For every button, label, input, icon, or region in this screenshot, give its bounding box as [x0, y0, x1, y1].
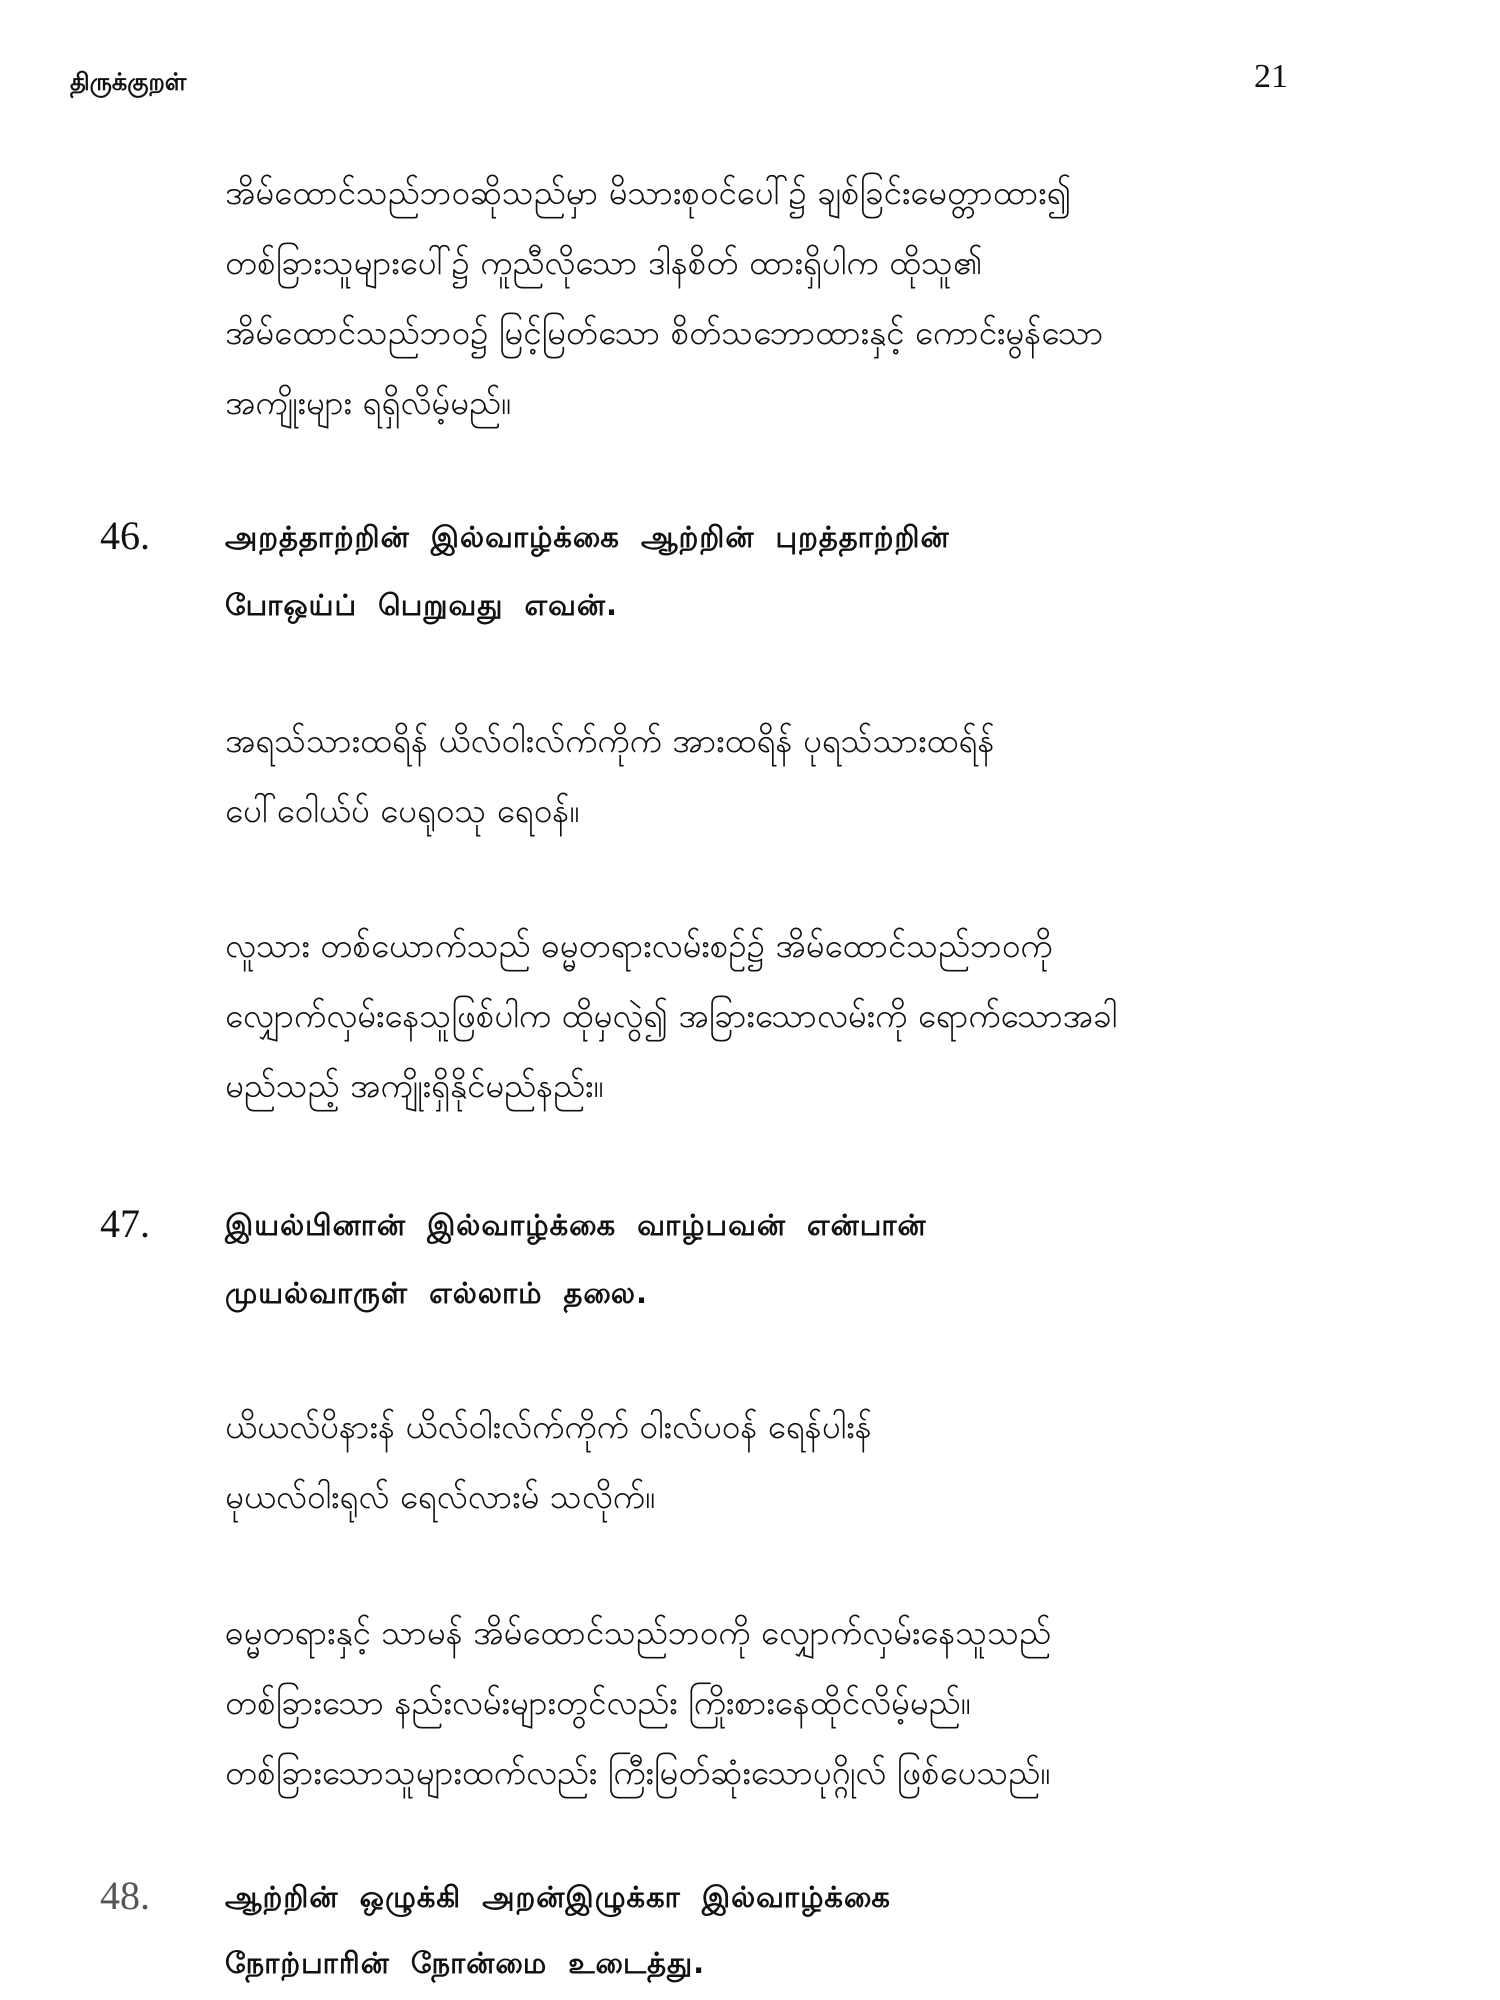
page-number: 21 [1254, 58, 1288, 95]
tamil-line: அறத்தாற்றின் இல்வாழ்க்கை ஆற்றின் புறத்தாற்றின் [225, 520, 950, 554]
transliteration-line: ပေါ်ဝေါယ်ပ် ပေရုဝသု ရေဝန်။ [225, 791, 580, 830]
running-header: திருக்குறள் [70, 68, 187, 96]
tamil-line: இயல்பினான் இல்வாழ்க்கை வாழ்பவன் என்பான் [225, 1208, 927, 1242]
tamil-line: போஒய்ப் பெறுவது எவன். [225, 588, 619, 622]
translation-line: လူသား တစ်ယောက်သည် ဓမ္မတရားလမ်းစဉ်၌ အိမ်ထောင်သည်ဘဝကို [225, 926, 1053, 965]
verse-number: 47. [100, 1201, 150, 1246]
transliteration-line: အရသ်သားထရိန် ယိလ်ဝါးလ်က်ကိုက် အားထရိန် ပုရသ်သားထရ်န် [225, 721, 995, 760]
tamil-line: ஆற்றின் ஒழுக்கி அறன்இழுக்கா இல்வாழ்க்கை [225, 1880, 891, 1914]
tamil-line: முயல்வாருள் எல்லாம் தலை. [225, 1276, 648, 1310]
translation-line: တစ်ခြားသော နည်းလမ်းများတွင်လည်း ကြိုးစားနေထိုင်လိမ့်မည်။ [225, 1683, 971, 1722]
tamil-line: நோற்பாரின் நோன்மை உடைத்து. [225, 1946, 706, 1980]
translation-line: လျှောက်လှမ်းနေသူဖြစ်ပါက ထိုမှလွဲ၍ အခြားသောလမ်းကို ရောက်သောအခါ [225, 996, 1118, 1035]
translation-line: ဓမ္မတရားနှင့် သာမန် အိမ်ထောင်သည်ဘဝကို လျှောက်လှမ်းနေသူသည် [225, 1613, 1052, 1652]
transliteration-line: မုယလ်ဝါးရုလ် ရေလ်လားမ် သလိုက်။ [225, 1477, 655, 1516]
text-line: အိမ်ထောင်သည်ဘဝဆိုသည်မှာ မိသားစုဝင်ပေါ်၌ ချစ်ခြင်းမေတ္တာထား၍ [225, 173, 1072, 212]
transliteration-line: ယိယလ်ပိနားန် ယိလ်ဝါးလ်က်ကိုက် ဝါးလ်ပဝန် ရေန်ပါးန် [225, 1407, 872, 1446]
text-line: အကျိုးများ ရရှိလိမ့်မည်။ [225, 383, 511, 422]
translation-line: တစ်ခြားသောသူများထက်လည်း ကြီးမြတ်ဆုံးသောပုဂ္ဂိုလ် ဖြစ်ပေသည်။ [225, 1753, 1051, 1792]
translation-line: မည်သည့် အကျိုးရှိနိုင်မည်နည်း။ [225, 1066, 604, 1105]
text-line: အိမ်ထောင်သည်ဘဝ၌ မြင့်မြတ်သော စိတ်သဘောထားနှင့် ကောင်းမွန်သော [225, 313, 1104, 352]
verse-number: 48. [100, 1873, 150, 1918]
verse-number: 46. [100, 513, 150, 558]
text-line: တစ်ခြားသူများပေါ်၌ ကူညီလိုသော ဒါနစိတ် ထားရှိပါက ထိုသူ၏ [225, 243, 983, 282]
